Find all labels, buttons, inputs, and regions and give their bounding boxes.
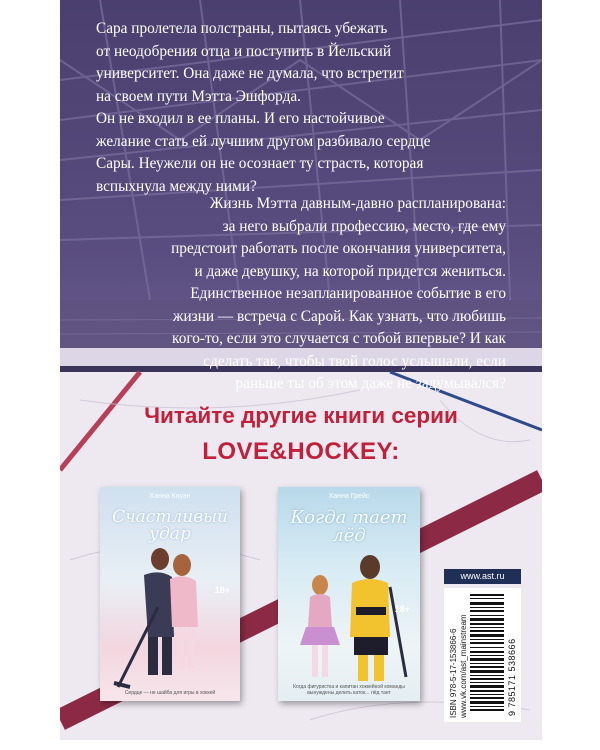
description-line: Сара пролетела полстраны, пытаясь убежать xyxy=(96,20,388,37)
book-2-age-rating: 18+ xyxy=(394,604,410,614)
description-line: предстоит работать после окончания университета, xyxy=(171,240,506,257)
barcode-panel xyxy=(444,588,521,722)
back-cover xyxy=(60,0,542,740)
description-line: раньше ты об этом даже не задумывался? xyxy=(235,375,506,392)
book-1-author: Ханна Коуэн xyxy=(149,493,191,500)
description-line: на своем пути Мэтта Эшфорда. xyxy=(96,87,301,105)
description-line: жизни — встреча с Сарой. Как узнать, что любишь xyxy=(172,307,506,325)
book-2-tagline: Когда фигуристка и капитан хоккейной команды вынуждены делить каток... лёд тает xyxy=(293,684,405,696)
book-1-age-rating: 18+ xyxy=(214,585,230,595)
description-paragraph-2 xyxy=(171,193,506,396)
book-1-tagline: Сердце — не шайба для игры в хоккей xyxy=(124,690,216,696)
description-line: вспыхнула между ними? xyxy=(96,177,257,195)
description-line: университет. Она даже не думала, что встретит xyxy=(96,65,404,82)
description-line: от неодобрения отца и поступить в Йельский xyxy=(96,42,392,60)
book-2-title: Когда тает лёд xyxy=(290,507,408,546)
description-line: за него выбрали профессию, место, где ему xyxy=(222,217,506,235)
description-paragraph-1 xyxy=(96,18,430,198)
book-cover-2 xyxy=(278,487,420,701)
vk-link: www.vk.com/ast_mainstream xyxy=(459,614,468,718)
description-line: и даже девушку, на которой придется жениться. xyxy=(194,262,506,280)
book-1-title: Счастливый удар xyxy=(112,507,228,544)
description-line: кого-то, если это случается с тобой впервые? И как xyxy=(172,330,506,347)
description-line: Он не входил в ее планы. И его настойчивое xyxy=(96,110,385,127)
publisher-site: www.ast.ru xyxy=(444,569,521,584)
barcode xyxy=(470,594,504,712)
description-line: Жизнь Мэтта давным-давно распланирована: xyxy=(209,195,506,212)
book-cover-1 xyxy=(100,487,240,701)
description-line: Сары. Неужели он не осознает ту страсть, которая xyxy=(96,155,424,172)
description-line: желание стать ей лучшим другом разбивало сердце xyxy=(96,132,431,150)
description-line: Единственное незапланированное событие в его xyxy=(190,285,506,302)
series-name: LOVE&HOCKEY: xyxy=(202,438,400,465)
book-2-author: Ханна Грейс xyxy=(328,493,370,500)
series-heading: Читайте другие книги серии xyxy=(144,403,458,428)
isbn-number: ISBN 978-5-17-153866-6 xyxy=(449,628,458,718)
description-line: сделать так, чтобы твой голос услышали, если xyxy=(203,352,506,370)
ean-number: 9 785171 538666 xyxy=(507,638,517,716)
